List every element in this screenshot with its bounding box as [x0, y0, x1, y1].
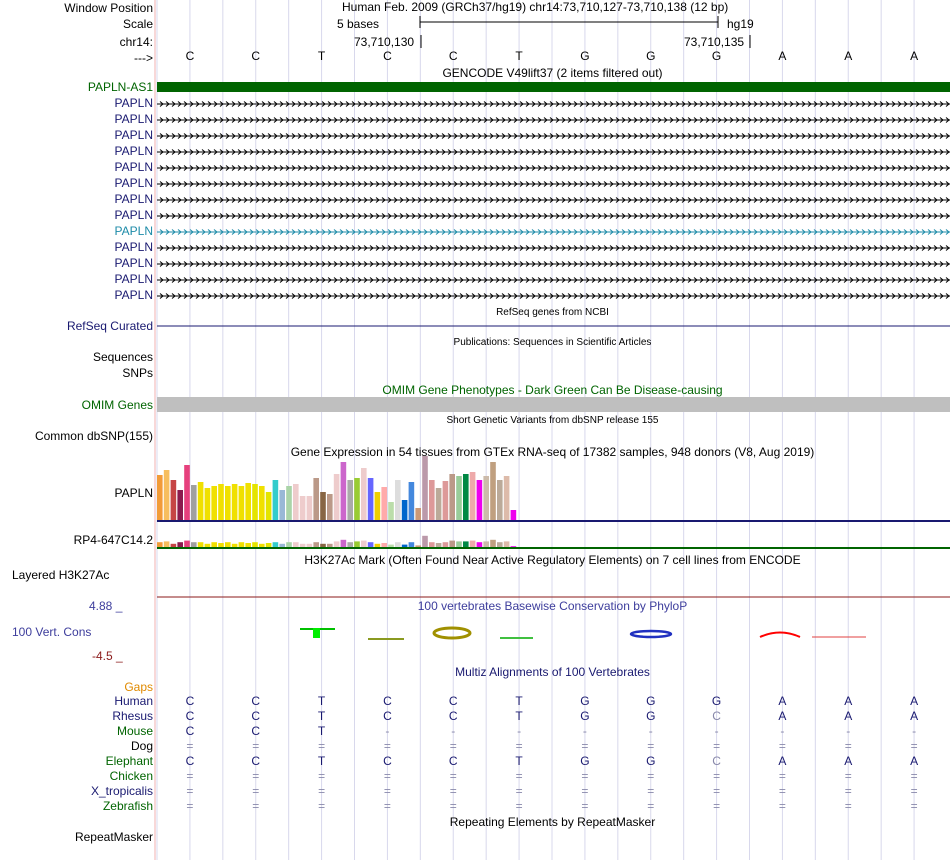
gtex-papln-bar — [184, 465, 190, 520]
assembly-name: hg19 — [727, 17, 754, 31]
species-label[interactable]: X_tropicalis — [90, 784, 153, 798]
alignment-base: = — [186, 739, 194, 753]
cons-c-glyph-big — [434, 628, 470, 638]
reference-base: T — [317, 49, 326, 63]
gtex-papln-bar — [347, 480, 353, 520]
chrom-label: chr14: — [119, 35, 153, 49]
alignment-base: = — [318, 799, 326, 813]
gtex-rp4-bar — [381, 543, 387, 547]
alignment-base: G — [646, 694, 656, 708]
sequences-label[interactable]: Sequences — [92, 350, 153, 364]
alignment-base: C — [251, 694, 261, 708]
alignment-base: T — [317, 754, 326, 768]
reference-base: T — [515, 49, 523, 63]
gtex-rp4-bar — [191, 542, 197, 547]
alignment-base: = — [910, 739, 918, 753]
species-label[interactable]: Elephant — [105, 754, 153, 768]
gtex-rp4-bar — [266, 543, 272, 547]
gtex-papln-bar — [232, 484, 238, 520]
gtex-papln-bar — [218, 484, 224, 520]
alignment-base: T — [515, 694, 523, 708]
gtex-rp4-bar — [463, 541, 469, 547]
alignment-base: = — [713, 739, 721, 753]
gene-label-papln[interactable]: PAPLN — [114, 128, 153, 142]
gtex-papln-bar — [443, 481, 449, 520]
gtex-papln-bar — [490, 462, 496, 520]
gene-label-papln[interactable]: PAPLN — [114, 208, 153, 222]
alignment-base: = — [449, 799, 457, 813]
alignment-base: G — [580, 709, 590, 723]
reference-base: G — [646, 49, 656, 63]
gtex-rp4-bar — [456, 541, 462, 547]
gtex-papln-bar — [375, 492, 381, 520]
repeatmasker-label[interactable]: RepeatMasker — [74, 830, 153, 844]
species-label[interactable]: Dog — [130, 739, 153, 753]
gtex-papln-bar — [477, 480, 483, 520]
cons-a-glyph — [760, 633, 800, 638]
alignment-base: = — [778, 799, 786, 813]
gtex-rp4-bar — [273, 542, 279, 547]
h3k27ac-track-title[interactable]: H3K27Ac Mark (Often Found Near Active Regulatory Elements) on 7 cell lines from ENCODE — [304, 553, 801, 567]
gene-label-papln[interactable]: PAPLN — [114, 240, 153, 254]
alignment-base: = — [383, 739, 391, 753]
gtex-rp4-bar — [300, 544, 306, 547]
gene-label-papln[interactable]: PAPLN — [114, 272, 153, 286]
gtex-rp4-bar — [388, 545, 394, 547]
gtex-rp4-bar — [511, 546, 517, 547]
gtex-rp4-bar — [347, 542, 353, 547]
gtex-papln-bar — [171, 480, 177, 520]
alignment-base: A — [778, 754, 787, 768]
alignment-base: = — [515, 784, 523, 798]
gtex-gene-rp4[interactable]: RP4-647C14.2 — [73, 533, 153, 547]
gtex-rp4-bar — [497, 542, 503, 547]
alignment-base: = — [844, 784, 852, 798]
gtex-rp4-bar — [334, 541, 340, 547]
alignment-base: = — [647, 769, 655, 783]
gtex-papln-bar — [361, 468, 367, 520]
alignment-base: = — [910, 769, 918, 783]
gtex-rp4-bar — [504, 541, 510, 547]
gtex-rp4-bar — [211, 542, 217, 547]
alignment-base: C — [251, 724, 261, 738]
gtex-papln-bar — [313, 478, 319, 520]
gtex-papln-bar — [388, 502, 394, 520]
gtex-rp4-bar — [286, 542, 292, 547]
h3k27ac-label[interactable]: Layered H3K27Ac — [12, 568, 110, 582]
gtex-rp4-bar — [164, 541, 170, 547]
scale-label: Scale — [122, 17, 153, 31]
species-label[interactable]: Mouse — [116, 724, 153, 738]
gtex-papln-bar — [266, 492, 272, 520]
alignment-base: = — [581, 769, 589, 783]
gtex-papln-bar — [245, 483, 251, 520]
gtex-rp4-bar — [239, 542, 245, 547]
gtex-rp4-bar — [157, 542, 163, 547]
alignment-base: = — [713, 799, 721, 813]
gtex-rp4-bar — [198, 542, 204, 547]
alignment-base: = — [186, 769, 194, 783]
gtex-rp4-bar — [415, 545, 421, 547]
gtex-papln-bar — [307, 496, 313, 520]
gtex-rp4-bar — [313, 542, 319, 547]
alignment-base: = — [778, 769, 786, 783]
gtex-papln-bar — [511, 510, 517, 520]
multiz-track-title[interactable]: Multiz Alignments of 100 Vertebrates — [455, 665, 650, 679]
alignment-base: = — [515, 739, 523, 753]
gtex-papln-bar — [483, 476, 489, 520]
gene-label-papln-as1[interactable]: PAPLN-AS1 — [87, 80, 153, 94]
alignment-base: C — [448, 694, 458, 708]
alignment-base: = — [383, 769, 391, 783]
alignment-base: = — [581, 739, 589, 753]
alignment-base: C — [448, 709, 458, 723]
gtex-rp4-bar — [225, 542, 231, 547]
gtex-papln-bar — [293, 484, 299, 520]
gtex-rp4-bar — [443, 542, 449, 547]
alignment-base: C — [185, 694, 195, 708]
gtex-papln-bar — [252, 484, 258, 520]
gtex-papln-bar — [449, 474, 455, 520]
gtex-rp4-bar — [177, 542, 183, 547]
gtex-rp4-bar — [307, 544, 313, 547]
omim-label[interactable]: OMIM Genes — [81, 398, 153, 412]
species-label[interactable]: Zebrafish — [102, 799, 153, 813]
alignment-base: C — [383, 754, 392, 768]
gtex-rp4-bar — [375, 544, 381, 547]
gene-label-papln[interactable]: PAPLN — [114, 288, 153, 302]
gtex-rp4-bar — [477, 542, 483, 547]
alignment-base: = — [383, 799, 391, 813]
reference-base: C — [251, 49, 261, 63]
papln-as1-feature — [157, 82, 950, 92]
gtex-rp4-bar — [490, 540, 496, 547]
gtex-papln-bar — [225, 486, 231, 520]
alignment-base: = — [186, 784, 194, 798]
gtex-rp4-bar — [354, 541, 360, 547]
alignment-base: - — [780, 724, 785, 738]
alignment-base: = — [252, 799, 260, 813]
alignment-base: = — [844, 799, 852, 813]
reference-base: C — [185, 49, 195, 63]
gene-label-papln[interactable]: PAPLN — [114, 176, 153, 190]
gtex-papln-bar — [239, 486, 245, 520]
alignment-base: = — [318, 784, 326, 798]
reference-base: A — [778, 49, 787, 63]
gtex-rp4-bar — [368, 542, 374, 547]
alignment-base: T — [317, 724, 326, 738]
gtex-rp4-bar — [327, 544, 333, 547]
alignment-base: C — [185, 724, 195, 738]
alignment-base: - — [912, 724, 917, 738]
alignment-base: - — [451, 724, 456, 738]
window-position-label: Window Position — [64, 1, 153, 15]
conservation-max: 4.88 _ — [89, 599, 123, 613]
gtex-rp4-bar — [361, 541, 367, 547]
gtex-papln-bar — [211, 486, 217, 520]
gtex-rp4-bar — [402, 545, 408, 547]
gtex-papln-bar — [205, 488, 211, 520]
alignment-base: = — [252, 739, 260, 753]
gene-label-papln[interactable]: PAPLN — [114, 192, 153, 206]
alignment-base: C — [448, 754, 458, 768]
gtex-papln-bar — [422, 456, 428, 520]
alignment-base: A — [844, 709, 853, 723]
alignment-base: A — [778, 709, 787, 723]
alignment-base: = — [910, 799, 918, 813]
strand-arrow-label: ---> — [134, 51, 153, 65]
omim-track-title[interactable]: OMIM Gene Phenotypes - Dark Green Can Be Disease-causing — [382, 383, 723, 397]
alignment-base: T — [317, 709, 326, 723]
dbsnp-label[interactable]: Common dbSNP(155) — [34, 429, 153, 443]
alignment-base: = — [713, 769, 721, 783]
gtex-rp4-bar — [293, 542, 299, 547]
gtex-rp4-bar — [483, 541, 489, 547]
gtex-papln-bar — [429, 480, 435, 520]
gtex-papln-bar — [327, 494, 333, 520]
gtex-rp4-bar — [252, 542, 258, 547]
gene-label-papln[interactable]: PAPLN — [114, 224, 153, 238]
alignment-base: = — [778, 784, 786, 798]
alignment-base: - — [714, 724, 719, 738]
refseq-track-title[interactable]: RefSeq genes from NCBI — [496, 307, 609, 318]
alignment-base: = — [581, 784, 589, 798]
gtex-papln-bar — [320, 492, 326, 520]
alignment-base: = — [910, 784, 918, 798]
gtex-papln-bar — [436, 488, 442, 520]
alignment-base: = — [647, 799, 655, 813]
alignment-base: = — [844, 769, 852, 783]
reference-base: G — [580, 49, 590, 63]
alignment-base: A — [910, 709, 919, 723]
alignment-base: = — [252, 769, 260, 783]
alignment-base: - — [517, 724, 522, 738]
gtex-rp4-bar — [232, 544, 238, 547]
alignment-base: = — [186, 799, 194, 813]
repeatmasker-track-title[interactable]: Repeating Elements by RepeatMasker — [449, 815, 656, 829]
gtex-rp4-bar — [341, 540, 347, 547]
species-label[interactable]: Rhesus — [112, 709, 153, 723]
alignment-base: = — [318, 769, 326, 783]
alignment-base: - — [582, 724, 587, 738]
species-label[interactable]: Human — [114, 694, 153, 708]
alignment-base: = — [713, 784, 721, 798]
position-right: 73,710,135 — [684, 35, 745, 49]
alignment-base: T — [515, 754, 523, 768]
gtex-papln-bar — [504, 476, 510, 520]
gtex-papln-bar — [191, 485, 197, 520]
alignment-base: C — [251, 709, 261, 723]
species-label[interactable]: Chicken — [109, 769, 153, 783]
alignment-base: C — [712, 709, 721, 723]
alignment-base: G — [580, 694, 590, 708]
gtex-rp4-bar — [171, 544, 177, 547]
alignment-base: T — [317, 694, 326, 708]
gene-label-papln[interactable]: PAPLN — [114, 144, 153, 158]
alignment-base: A — [844, 694, 853, 708]
gtex-papln-bar — [395, 480, 401, 520]
alignment-base: - — [385, 724, 390, 738]
gtex-rp4-bar — [429, 542, 435, 547]
gaps-label[interactable]: Gaps — [124, 680, 153, 694]
gtex-gene-papln[interactable]: PAPLN — [114, 486, 153, 500]
alignment-base: C — [251, 754, 261, 768]
conservation-label[interactable]: 100 Vert. Cons — [12, 625, 92, 639]
gtex-papln-bar — [368, 478, 374, 520]
alignment-base: = — [515, 799, 523, 813]
alignment-base: G — [646, 754, 656, 768]
gtex-papln-bar — [259, 486, 265, 520]
gtex-papln-bar — [334, 474, 340, 520]
alignment-base: - — [846, 724, 851, 738]
gtex-rp4-bar — [409, 542, 415, 547]
reference-base: G — [711, 49, 722, 63]
gtex-papln-bar — [279, 490, 285, 520]
gene-label-papln[interactable]: PAPLN — [114, 160, 153, 174]
gene-label-papln[interactable]: PAPLN — [114, 256, 153, 270]
omim-feature — [157, 397, 950, 412]
gtex-rp4-bar — [245, 543, 251, 547]
gene-label-papln[interactable]: PAPLN — [114, 112, 153, 126]
alignment-base: C — [383, 694, 392, 708]
alignment-base: = — [581, 799, 589, 813]
gtex-papln-bar — [273, 480, 279, 520]
gtex-rp4-bar — [205, 544, 211, 547]
alignment-base: C — [383, 709, 392, 723]
reference-base: A — [844, 49, 853, 63]
gtex-track-title[interactable]: Gene Expression in 54 tissues from GTEx RNA-seq of 17382 samples, 948 donors (V8, Aug 2019) — [290, 445, 815, 459]
alignment-base: G — [580, 754, 590, 768]
gtex-rp4-bar — [449, 541, 455, 547]
gtex-papln-bar — [381, 487, 387, 520]
position-left: 73,710,130 — [354, 35, 415, 49]
gtex-rp4-bar — [320, 544, 326, 547]
gtex-rp4-bar — [218, 543, 224, 547]
alignment-base: = — [647, 784, 655, 798]
scale-text: 5 bases — [337, 17, 380, 31]
alignment-base: = — [647, 739, 655, 753]
gencode-track-title[interactable]: GENCODE V49lift37 (2 items filtered out) — [442, 66, 663, 80]
alignment-base: = — [449, 769, 457, 783]
alignment-base: = — [778, 739, 786, 753]
publications-track-title[interactable]: Publications: Sequences in Scientific Articles — [453, 337, 652, 348]
alignment-base: = — [844, 739, 852, 753]
gtex-rp4-bar — [259, 544, 265, 547]
gtex-papln-bar — [341, 462, 347, 520]
cons-t-glyph-stem — [313, 628, 320, 638]
gtex-papln-bar — [456, 476, 462, 520]
gene-label-papln[interactable]: PAPLN — [114, 96, 153, 110]
alignment-base: G — [646, 709, 656, 723]
dbsnp-track-title[interactable]: Short Genetic Variants from dbSNP release 155 — [446, 415, 659, 426]
conservation-track-title[interactable]: 100 vertebrates Basewise Conservation by PhyloP — [417, 599, 688, 613]
alignment-base: G — [711, 694, 722, 708]
gtex-papln-bar — [415, 508, 421, 520]
alignment-base: = — [515, 769, 523, 783]
alignment-base: T — [515, 709, 523, 723]
alignment-base: A — [778, 694, 787, 708]
gtex-papln-bar — [409, 482, 415, 520]
gtex-papln-bar — [497, 480, 503, 520]
alignment-base: = — [449, 784, 457, 798]
alignment-base: = — [383, 784, 391, 798]
gtex-papln-bar — [198, 482, 204, 520]
alignment-base: = — [449, 739, 457, 753]
alignment-base: A — [844, 754, 853, 768]
alignment-base: - — [648, 724, 653, 738]
snps-label[interactable]: SNPs — [122, 366, 153, 380]
gtex-rp4-bar — [422, 536, 428, 547]
alignment-base: = — [318, 739, 326, 753]
refseq-label[interactable]: RefSeq Curated — [66, 319, 153, 333]
alignment-base: A — [910, 754, 919, 768]
reference-base: C — [448, 49, 458, 63]
alignment-base: = — [252, 784, 260, 798]
gtex-rp4-bar — [395, 542, 401, 547]
gtex-papln-bar — [286, 486, 292, 520]
gtex-papln-bar — [164, 470, 170, 520]
gtex-papln-bar — [463, 474, 469, 520]
alignment-base: C — [185, 754, 195, 768]
alignment-base: C — [712, 754, 721, 768]
reference-base: A — [910, 49, 919, 63]
alignment-base: A — [910, 694, 919, 708]
gtex-rp4-bar — [184, 541, 190, 547]
gtex-papln-bar — [300, 496, 306, 520]
gtex-rp4-bar — [279, 544, 285, 547]
gtex-papln-bar — [470, 472, 476, 520]
gtex-papln-bar — [177, 490, 183, 520]
assembly-title: Human Feb. 2009 (GRCh37/hg19) chr14:73,710,127-73,710,138 (12 bp) — [342, 0, 729, 14]
gtex-papln-bar — [354, 478, 360, 520]
reference-base: C — [383, 49, 392, 63]
gtex-papln-bar — [402, 500, 408, 520]
gtex-rp4-bar — [470, 541, 476, 547]
alignment-base: C — [185, 709, 195, 723]
gtex-papln-bar — [157, 475, 163, 520]
gtex-rp4-bar — [436, 543, 442, 547]
conservation-min: -4.5 _ — [92, 649, 123, 663]
